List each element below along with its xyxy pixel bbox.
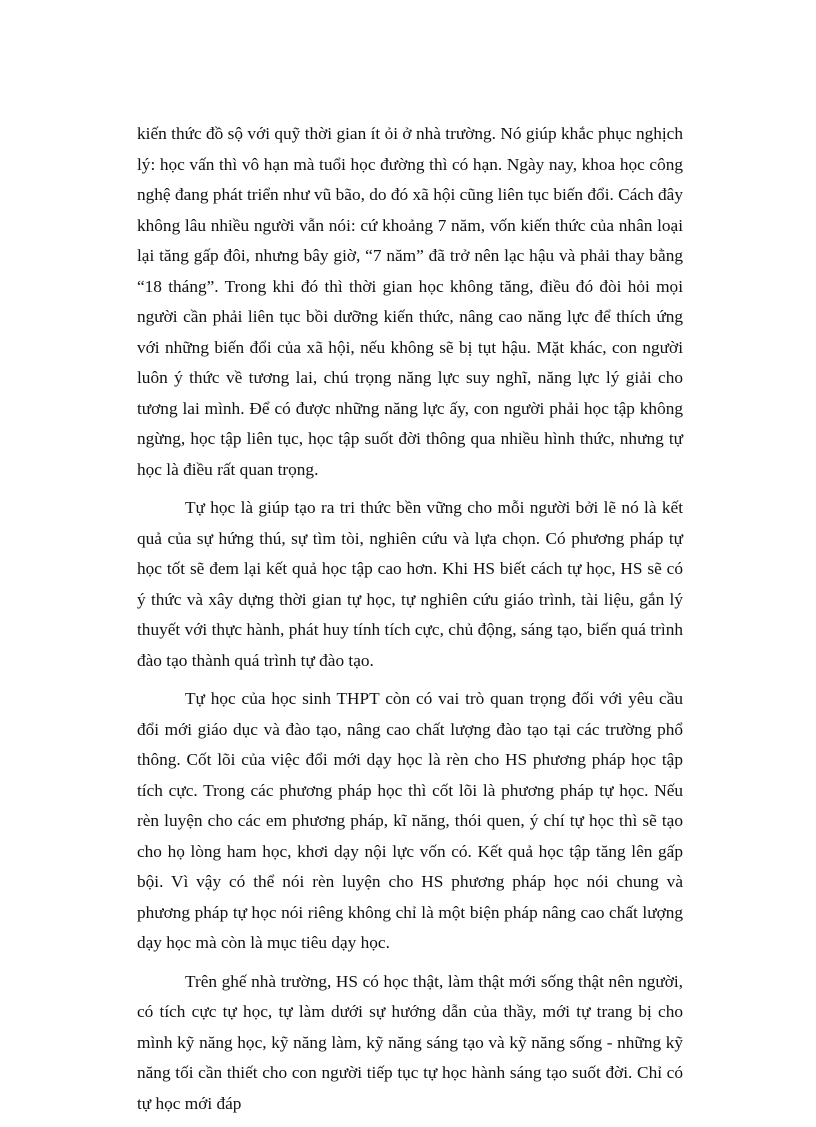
- paragraph-4: Trên ghế nhà trường, HS có học thật, làm thật mới sống thật nên người, có tích cực tự học, tự làm dưới sự hướng dẫn của thầy, mới tự trang bị cho mình kỹ năng học, kỹ năng làm, kỹ năng sáng tạo và kỹ năng sống - những kỹ năng tối cần thiết cho con người tiếp tục tự học hành sáng tạo suốt đời. Chỉ có tự học mới đáp: [137, 971, 683, 1113]
- paragraph-3: Tự học của học sinh THPT còn có vai trò quan trọng đối với yêu cầu đổi mới giáo dục và đào tạo, nâng cao chất lượng đào tạo tại các trường phổ thông. Cốt lõi của việc đổi mới dạy học là rèn cho HS phương pháp học tập tích cực. Trong các phương pháp học thì cốt lõi là phương pháp tự học. Nếu rèn luyện cho các em phương pháp, kĩ năng, thói quen, ý chí tự học thì sẽ tạo cho họ lòng ham học, khơi dạy nội lực vốn có. Kết quả học tập tăng lên gấp bội. Vì vậy có thể nói rèn luyện cho HS phương pháp học nói chung và phương pháp tự học nói riêng không chỉ là một biện pháp nâng cao chất lượng dạy học mà còn là mục tiêu dạy học.: [137, 689, 683, 952]
- paragraph-1: kiến thức đồ sộ với quỹ thời gian ít ỏi ở nhà trường. Nó giúp khắc phục nghịch lý: học vấn thì vô hạn mà tuổi học đường thì có hạn. Ngày nay, khoa học công nghệ đang phát triển như vũ bão, do đó xã hội cũng liên tục biến đổi. Cách đây không lâu nhiều người vẫn nói: cứ khoảng 7 năm, vốn kiến thức của nhân loại lại tăng gấp đôi, nhưng bây giờ, “7 năm” đã trở nên lạc hậu và phải thay bằng “18 tháng”. Trong khi đó thì thời gian học không tăng, điều đó đòi hỏi mọi người cần phải liên tục bồi dưỡng kiến thức, nâng cao năng lực để thích ứng với những biến đổi của xã hội, nếu không sẽ bị tụt hậu. Mặt khác, con người luôn ý thức về tương lai, chú trọng năng lực suy nghĩ, năng lực lý giải cho tương lai mình. Để có được những năng lực ấy, con người phải học tập không ngừng, học tập liên tục, học tập suốt đời thông qua nhiều hình thức, nhưng tự học là điều rất quan trọng.: [137, 124, 683, 479]
- document-page: [137, 119, 683, 1127]
- paragraph-2: Tự học là giúp tạo ra tri thức bền vững cho mỗi người bởi lẽ nó là kết quả của sự hứng thú, sự tìm tòi, nghiên cứu và lựa chọn. Có phương pháp tự học tốt sẽ đem lại kết quả học tập cao hơn. Khi HS biết cách tự học, HS sẽ có ý thức và xây dựng thời gian tự học, tự nghiên cứu giáo trình, tài liệu, gắn lý thuyết với thực hành, phát huy tính tích cực, chủ động, sáng tạo, biến quá trình đào tạo thành quá trình tự đào tạo.: [137, 498, 683, 670]
